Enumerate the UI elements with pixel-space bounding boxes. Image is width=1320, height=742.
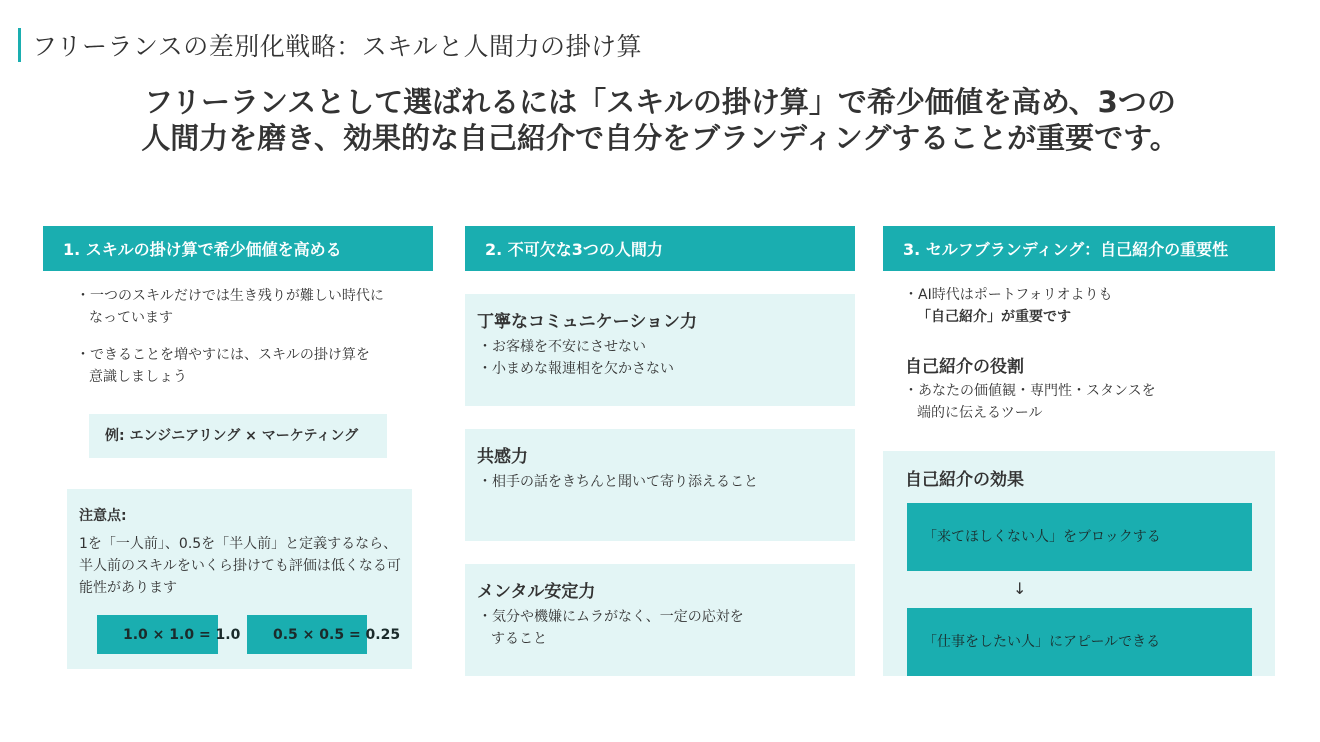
- formula-box: 1.0 × 1.0 = 1.0: [97, 615, 218, 654]
- note-text: 1を「一人前」、0.5を「半人前」と定義するなら、半人前のスキルをいくら掛けても評価は低くなる可能性があります: [79, 536, 401, 596]
- card-empathy: [465, 429, 855, 541]
- bullet-text: 「自己紹介」が重要です: [917, 309, 1071, 325]
- card-title: 共感力: [477, 447, 528, 467]
- bullet-item: ・相手の話をきちんと聞いて寄り添えること: [478, 474, 758, 490]
- effect-title: 自己紹介の効果: [905, 470, 1024, 490]
- card-communication: [465, 294, 855, 406]
- effect-box: [883, 451, 1275, 676]
- bullet-text: ・AI時代はポートフォリオよりも: [904, 287, 1113, 303]
- example-box: [89, 414, 387, 458]
- headline: フリーランスとして選ばれるには「スキルの掛け算」で希少価値を高め、3つの人間力を磨き、効果的な自己紹介で自分をブランディングすることが重要です。: [141, 85, 1179, 155]
- column-human-skills: [465, 226, 855, 647]
- bullet-text: ・気分や機嫌にムラがなく、一定の応対を: [478, 609, 744, 625]
- bullet-item: ・お客様を不安にさせない: [478, 339, 646, 355]
- bullet-item: [65, 285, 425, 329]
- column-self-branding: [883, 226, 1275, 650]
- note-box: [67, 489, 412, 669]
- effect-block-box: 「来てほしくない人」をブロックする: [907, 503, 1252, 571]
- bullet-text: ・あなたの価値観・専門性・スタンスを: [904, 383, 1156, 399]
- column-header: 3. セルフブランディング：自己紹介の重要性: [883, 226, 1275, 271]
- card-title: メンタル安定力: [477, 582, 596, 602]
- bullet-item: ・小まめな報連相を欠かさない: [478, 361, 674, 377]
- bullet-text: ・できることを増やすには、スキルの掛け算を: [76, 347, 370, 363]
- title-accent-bar: [18, 28, 21, 62]
- bullet-list: [65, 285, 425, 388]
- card-mental-stability: [465, 564, 855, 676]
- page-title: フリーランスの差別化戦略：スキルと人間力の掛け算: [32, 32, 643, 61]
- down-arrow-icon: ↓: [1013, 579, 1027, 598]
- example-text: 例: エンジニアリング × マーケティング: [105, 428, 359, 444]
- bullet-item: [893, 284, 1287, 328]
- bullet-item: [893, 380, 1287, 424]
- bullet-text: 端的に伝えるツール: [917, 405, 1043, 421]
- bullet-text: なっています: [89, 310, 173, 326]
- bullet-text: すること: [491, 631, 547, 647]
- formula-box: 0.5 × 0.5 = 0.25: [247, 615, 367, 654]
- bullet-text: ・一つのスキルだけでは生き残りが難しい時代に: [76, 288, 384, 304]
- column-skill-multiplication: [43, 226, 433, 643]
- column-header: 2. 不可欠な3つの人間力: [465, 226, 855, 271]
- bullet-item: [65, 344, 425, 388]
- note-title: 注意点:: [79, 508, 127, 524]
- effect-appeal-box: 「仕事をしたい人」にアピールできる: [907, 608, 1252, 676]
- column-header: 1. スキルの掛け算で希少価値を高める: [43, 226, 433, 271]
- bullet-text: 意識しましょう: [89, 369, 187, 385]
- bullet-item: [467, 606, 861, 650]
- card-title: 丁寧なコミュニケーション力: [477, 312, 697, 332]
- role-title: 自己紹介の役割: [905, 357, 1024, 377]
